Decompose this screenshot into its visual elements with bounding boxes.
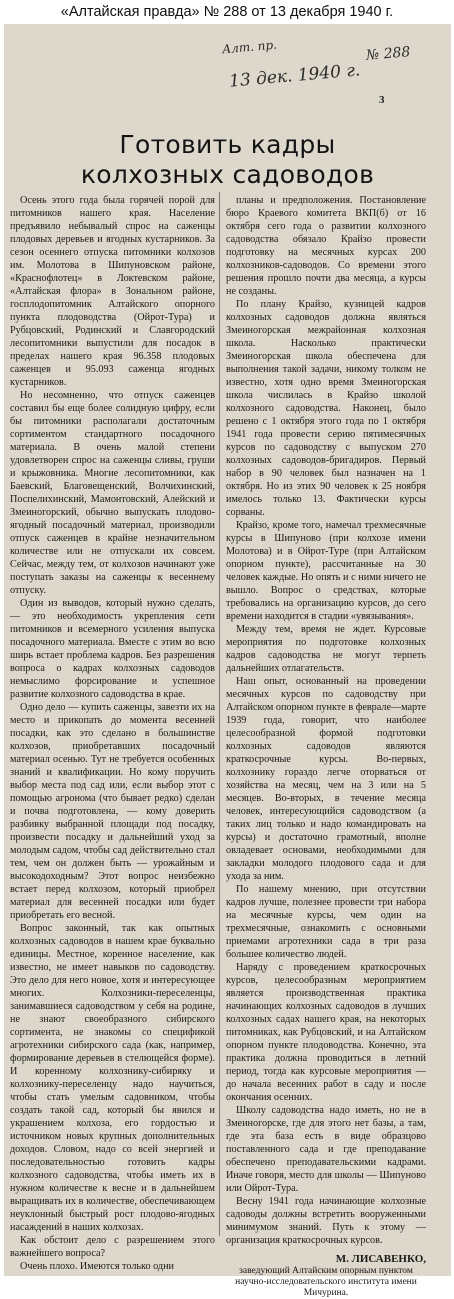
paragraph: Как обстоит дело с разрешением этого важнейшего вопроса? xyxy=(10,1235,215,1259)
page-caption: «Алтайская правда» № 288 от 13 декабря 1940 г. xyxy=(60,4,394,20)
paragraph: планы и предположения. Постановление бюро Краевого комитета ВКП(б) от 16 октября сего года о развитии колхозного садоводства обязало Крайзо провести подготовку на месячных курсах 200 колхозников-садоводов. Со времени этого решения прошло почти два месяца, а курсы не созданы. xyxy=(226,195,426,297)
handwritten-note-issue: № 288 xyxy=(365,44,412,64)
paragraph: Наш опыт, основанный на проведении месячных курсов по садоводству при Алтайском опорном пункте в феврале—марте 1939 года, говорит, что наиболее целесообразной формой подготовки колхозных садоводов являются краткосрочные курсы. Во-первых, колхознику гораздо легче оторваться от хозяйства на месяц, чем на 3 или на 5 месяцев. Во-вторых, в течение месяца человек, интересующийся садоводством (а таких лиц только и надо командировать на курсы) и достаточно грамотный, вполне овладевает основами, необходимыми для закладки молодого плодового сада и для ухода за ним. xyxy=(226,676,426,882)
paragraph: Вопрос законный, так как опытных колхозных садоводов в нашем крае буквально единицы. Местное, коренное население, как известно, не имеет навыков по садоводству. Это дело для него новое, хотя и интересующее многих. Колхозники-переселенцы, занимавшиеся садоводством у себя на родине, не знают своеобразного сибирского сортимента, не знакомы со спецификой агротехники сибирского сада (как, например, формирование деревьев в стелющейся форме). И коренному колхознику-сибиряку и колхознику-переселенцу надо научиться, чтобы стать умелым садовником, чтобы создать такой сад, который бы явился и украшением колхоза, его гордостью и источником новых крупных дополнительных доходов. Словом, надо со всей энергией и последовательностью готовить кадры колхозного садоводства, чтобы иметь их в нужном количестве к весне и в дальнейшем выращивать их в количестве, обеспечивающем неуклонный быстрый рост плодово-ягодных насаждений в наших колхозах. xyxy=(10,923,215,1233)
author-signature: М. ЛИСАВЕНКО, xyxy=(335,1253,426,1265)
article-column-right xyxy=(226,194,426,1298)
headline-line-2: колхозных садоводов xyxy=(80,160,375,189)
handwritten-note-date: 13 дек. 1940 г. xyxy=(228,60,362,92)
column-divider xyxy=(219,192,220,1236)
paragraph: Осень этого года была горячей порой для питомников нашего края. Население предъявило небывалый спрос на саженцы плодовых деревьев и ягодных кустарников. За сезон осеннего отпуска питомники колхозов им. Молотова в Шипуновском районе, «Краснофлотец» в Локтевском районе, «Алтайская флора» в Зональном районе, госплодопитомник Алтайского опорного пункта плодоводства (Ойрот-Тура) и Рубцовский, Родинский и Славгородский лесопитомники выпустили для посадок в пределах нашего края 96.358 плодовых саженцев и 95.093 саженца ягодных кустарников. xyxy=(10,195,215,388)
paragraph: Крайзо, кроме того, намечал трехмесячные курсы в Шипуново (при колхозе имени Молотова) и в Ойрот-Туре (при Алтайском опорном пункте), рассчитанные на 30 человек каждые. Но опять и с ними ничего не вышло. Вопрос о средствах, которые требовались на организацию курсов, до сего времени находится в стадии «увязывания». xyxy=(226,520,426,622)
paragraph: Один из выводов, который нужно сделать, — это необходимость укрепления сети питомников и всемерного усиления выпуска посадочного материала. Вместе с этим во всю ширь встает проблема кадров. Без разрешения вопроса о кадрах колхозных садоводов немыслимо форсирование и успешное развитие колхозного садоводства в крае. xyxy=(10,598,215,700)
article-headline xyxy=(4,130,451,190)
handwritten-note-source: Алт. пр. xyxy=(221,37,278,57)
paragraph: По нашему мнению, при отсутствии кадров лучше, полезнее провести три набора на месячные курсы, чем один на трехмесячные, ознакомить с основными приемами агротехники сада в три раза большее количество людей. xyxy=(226,884,426,960)
newspaper-clipping xyxy=(4,24,451,1298)
author-title: заведующий Алтайским опорным пунктом научно-исследовательского института имени Мичурина. xyxy=(235,1266,417,1298)
paragraph: Очень плохо. Имеются только одни xyxy=(20,1261,175,1272)
paragraph: Школу садоводства надо иметь, но не в Змеиногорске, где для этого нет базы, а там, где эта база есть в виде образцово поставленного сада и где преподавание обеспечено преподавательскими кадрами. Иначе говоря, место для школы — Шипуново или Ойрот-Тура. xyxy=(226,1105,426,1194)
page-number: 3 xyxy=(379,94,385,106)
headline-line-1: Готовить кадры xyxy=(119,130,336,159)
paragraph: Наряду с проведением краткосрочных курсов, целесообразным мероприятием является производственная практика начинающих колхозных садоводов в лучших колхозных садах нашего края, на некоторых питомниках, как Рубцовский, и на Алтайском опорном пункте плодоводства. Конечно, эта практика должна проводиться в летний период, тогда как курсовые мероприятия — до начала весенних работ в саду и после окончания осенних. xyxy=(226,962,426,1103)
paragraph: Но несомненно, что отпуск саженцев составил бы еще более солидную цифру, если бы питомники располагали достаточным сортиментом стандартного посадочного материала. В очень малой степени удовлетворен спрос на саженцы сливы, груши и крыжовника. Многие лесопитомники, как Баевский, Благовещенский, Волчихинский, Поспелихинский, Мамонтовский, Алейский и Змеиногорский, обычно выпускать плодово-ягодный посадочный материал, производили отпуск саженцев в крайне незначительном количестве или не отпускали их совсем. Сейчас, между тем, от колхозов начинают уже поступать заказы на саженцы к весеннему отпуску. xyxy=(10,390,215,596)
article-column-left xyxy=(10,194,215,1272)
paragraph: Весну 1941 года начинающие колхозные садоводы должны встретить вооруженными минимумом знаний. Путь к этому — организация краткосрочных курсов. xyxy=(226,1196,426,1246)
paragraph: Между тем, время не ждет. Курсовые мероприятия по подготовке колхозных кадров садоводства не могут терпеть дальнейших отлагательств. xyxy=(226,624,426,674)
paragraph: Одно дело — купить саженцы, завезти их на место и прикопать до момента весенней посадки, как это сделано в большинстве колхозов, приобретавших посадочный материал осенью. Тут не требуется особенных знаний и квалификации. Но кому поручить выбор места под сад или, если выбор этот с помощью агронома (что бывает редко) сделан и почва подготовлена, — кому доверить разбивку выбранной площади под посадку, произвести посадку и дальнейший уход за молодым садом, чтобы сад действительно стал тем, чем он должен быть — урожайным и высокодоходным? Этот вопрос неизбежно встает перед колхозом, который приобрел материал для весенней посадки или будет приобретать его весной. xyxy=(10,702,215,921)
paragraph: По плану Крайзо, кузницей кадров колхозных садоводов должна являться Змеиногорская межрайонная колхозная школа. Насколько практически Змеиногорская школа обеспечена для выполнения такой задачи, никому толком не известно, хотя одно время Змеиногорская школа числилась в Крайзо школой колхозного садоводства. Наконец, было решено с 1 октября этого года по 1 октября 1941 года провести серию пятимесячных курсов по садоводству с выпуском 270 колхозных садоводов-бригадиров. Первый набор в 90 человек был назначен на 1 октября. Но из этих 90 человек к 25 ноября имелось только 13. Фактически курсы сорваны. xyxy=(226,299,426,518)
